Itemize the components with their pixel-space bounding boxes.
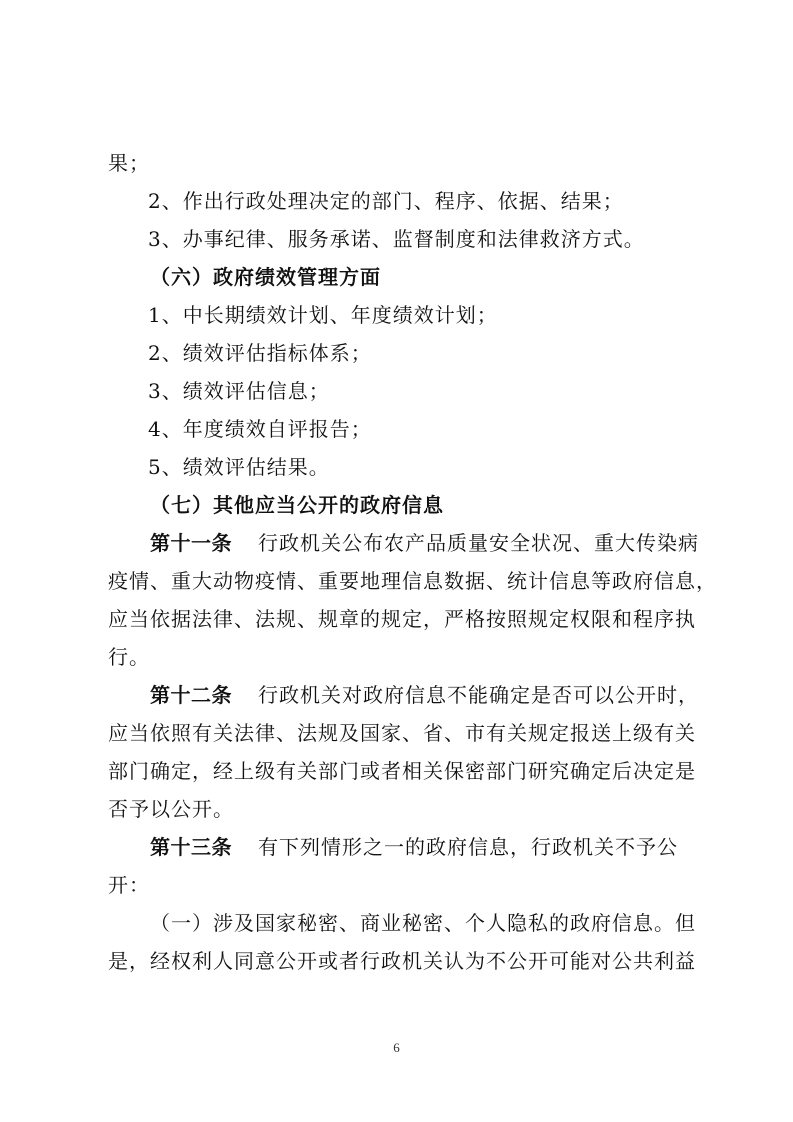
article-13-line: 开： bbox=[108, 873, 150, 897]
article-11-first-line bbox=[150, 530, 750, 556]
article-12-text: 行政机关对政府信息不能确定是否可以公开时， bbox=[258, 683, 699, 707]
article-12-first-line bbox=[150, 682, 750, 708]
article-13-heading: 第十三条 bbox=[150, 835, 232, 859]
article-11-line: 行。 bbox=[108, 645, 150, 669]
list-item: 2、作出行政处理决定的部门、程序、依据、结果； bbox=[148, 189, 624, 213]
article-13-item: （一）涉及国家秘密、商业秘密、个人隐私的政府信息。但 bbox=[150, 911, 696, 935]
list-item: 5、绩效评估结果。 bbox=[148, 455, 330, 479]
article-11-line: 应当依据法律、法规、规章的规定，严格按照规定权限和程序执 bbox=[108, 607, 696, 631]
article-12-heading: 第十二条 bbox=[150, 683, 232, 707]
article-12-line: 部门确定，经上级有关部门或者相关保密部门研究确定后决定是 bbox=[108, 759, 696, 783]
text-line: 果； bbox=[108, 151, 150, 175]
article-13-item-line: 是，经权利人同意公开或者行政机关认为不公开可能对公共利益 bbox=[108, 949, 696, 973]
article-11-text: 行政机关公布农产品质量安全状况、重大传染病 bbox=[258, 531, 699, 555]
article-13-text: 有下列情形之一的政府信息，行政机关不予公 bbox=[258, 835, 678, 859]
article-12-line: 应当依照有关法律、法规及国家、省、市有关规定报送上级有关 bbox=[108, 721, 696, 745]
article-11-heading: 第十一条 bbox=[150, 531, 232, 555]
section-heading: （七）其他应当公开的政府信息 bbox=[150, 493, 444, 517]
article-11-line: 疫情、重大动物疫情、重要地理信息数据、统计信息等政府信息， bbox=[108, 569, 717, 593]
list-item: 3、绩效评估信息； bbox=[148, 379, 330, 403]
list-item: 2、绩效评估指标体系； bbox=[148, 341, 372, 365]
page-number: 6 bbox=[393, 1040, 400, 1055]
article-13-first-line bbox=[150, 834, 750, 860]
list-item: 3、办事纪律、服务承诺、监督制度和法律救济方式。 bbox=[148, 227, 645, 251]
article-12-line: 否予以公开。 bbox=[108, 797, 234, 821]
list-item: 1、中长期绩效计划、年度绩效计划； bbox=[148, 303, 498, 327]
section-heading: （六）政府绩效管理方面 bbox=[150, 265, 381, 289]
list-item: 4、年度绩效自评报告； bbox=[148, 417, 372, 441]
